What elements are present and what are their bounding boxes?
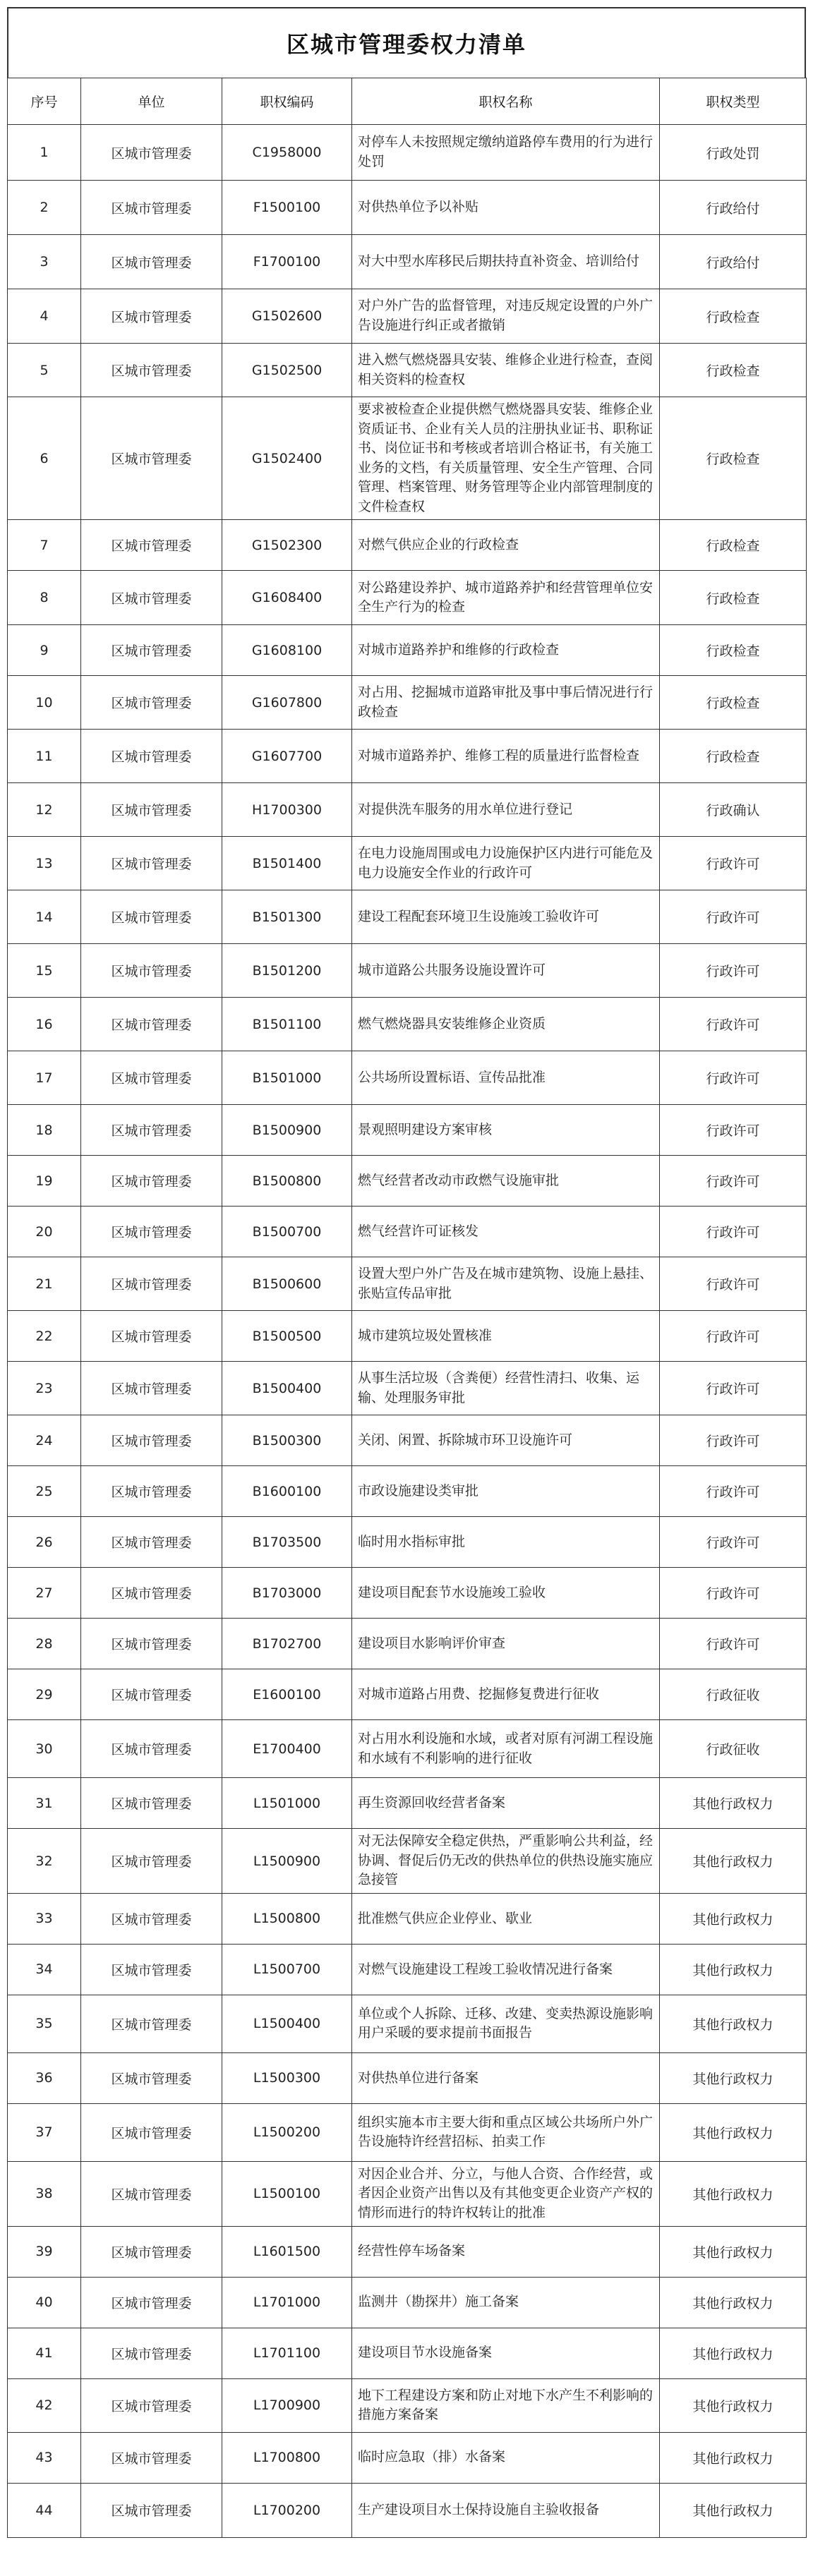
cell-name: 对占用水利设施和水域，或者对原有河湖工程设施和水域有不利影响的进行征收 [352,1720,660,1778]
cell-type: 行政许可 [660,1362,807,1415]
cell-unit: 区城市管理委 [81,571,222,625]
cell-code: B1500800 [222,1156,352,1207]
document-title: 区城市管理委权力清单 [7,7,806,78]
table-row [8,2052,807,2103]
cell-code: L1700200 [222,2483,352,2537]
cell-type: 行政检查 [660,344,807,397]
cell-code: F1700100 [222,235,352,289]
cell-name: 要求被检查企业提供燃气燃烧器具安装、维修企业资质证书、企业有关人员的注册执业证书、职称证书、岗位证书和考核或者培训合格证书，有关施工业务的文档，有关质量管理、安全生产管理、合同管理、档案管理、财务管理等企业内部管理制度的文件检查权 [352,397,660,520]
cell-code: G1608100 [222,625,352,676]
table-row [8,625,807,676]
cell-type: 行政处罚 [660,125,807,181]
cell-serial: 37 [8,2103,81,2161]
cell-code: G1502500 [222,344,352,397]
cell-name: 对停车人未按照规定缴纳道路停车费用的行为进行处罚 [352,125,660,181]
cell-code: B1500600 [222,1257,352,1311]
cell-serial: 31 [8,1778,81,1829]
cell-serial: 17 [8,1051,81,1105]
cell-serial: 3 [8,235,81,289]
cell-name: 对提供洗车服务的用水单位进行登记 [352,783,660,837]
cell-code: L1500700 [222,1944,352,1995]
table-row [8,1619,807,1669]
cell-serial: 7 [8,520,81,571]
cell-serial: 8 [8,571,81,625]
cell-name: 对燃气设施建设工程竣工验收情况进行备案 [352,1944,660,1995]
table-row [8,2483,807,2537]
table-row [8,1362,807,1415]
cell-unit: 区城市管理委 [81,1105,222,1156]
cell-name: 建设工程配套环境卫生设施竣工验收许可 [352,890,660,944]
cell-serial: 6 [8,397,81,520]
table-row [8,397,807,520]
cell-name: 对燃气供应企业的行政检查 [352,520,660,571]
cell-unit: 区城市管理委 [81,676,222,730]
cell-name: 市政设施建设类审批 [352,1466,660,1517]
cell-type: 其他行政权力 [660,1778,807,1829]
cell-unit: 区城市管理委 [81,1362,222,1415]
cell-unit: 区城市管理委 [81,1517,222,1568]
cell-code: G1502300 [222,520,352,571]
cell-name: 城市建筑垃圾处置核准 [352,1311,660,1362]
cell-name: 监测井（勘探井）施工备案 [352,2277,660,2328]
header-serial: 序号 [8,78,81,125]
cell-type: 行政检查 [660,520,807,571]
cell-name: 地下工程建设方案和防止对地下水产生不利影响的措施方案备案 [352,2378,660,2432]
cell-name: 对城市道路养护和维修的行政检查 [352,625,660,676]
cell-name: 景观照明建设方案审核 [352,1105,660,1156]
cell-code: L1501000 [222,1778,352,1829]
cell-unit: 区城市管理委 [81,1995,222,2052]
cell-type: 行政检查 [660,730,807,783]
cell-unit: 区城市管理委 [81,1207,222,1257]
table-row [8,2226,807,2277]
cell-serial: 28 [8,1619,81,1669]
table-row [8,289,807,344]
cell-unit: 区城市管理委 [81,1311,222,1362]
cell-unit: 区城市管理委 [81,1568,222,1619]
table-row [8,730,807,783]
cell-type: 行政许可 [660,1517,807,1568]
cell-serial: 2 [8,181,81,235]
table-row [8,571,807,625]
cell-serial: 40 [8,2277,81,2328]
cell-type: 行政许可 [660,944,807,998]
table-row [8,2277,807,2328]
cell-name: 建设项目水影响评价审查 [352,1619,660,1669]
cell-type: 行政许可 [660,837,807,890]
cell-serial: 24 [8,1415,81,1466]
cell-type: 行政给付 [660,181,807,235]
cell-serial: 14 [8,890,81,944]
table-row [8,890,807,944]
cell-code: G1607800 [222,676,352,730]
table-row [8,2432,807,2483]
cell-unit: 区城市管理委 [81,2103,222,2161]
cell-code: B1500700 [222,1207,352,1257]
cell-code: F1500100 [222,181,352,235]
cell-name: 从事生活垃圾（含粪便）经营性清扫、收集、运输、处理服务审批 [352,1362,660,1415]
cell-code: L1601500 [222,2226,352,2277]
cell-code: E1700400 [222,1720,352,1778]
table-row [8,1669,807,1720]
cell-code: G1608400 [222,571,352,625]
cell-code: B1500500 [222,1311,352,1362]
cell-unit: 区城市管理委 [81,730,222,783]
cell-code: B1501300 [222,890,352,944]
cell-name: 组织实施本市主要大街和重点区域公共场所户外广告设施特许经营招标、拍卖工作 [352,2103,660,2161]
cell-type: 行政检查 [660,289,807,344]
cell-serial: 36 [8,2052,81,2103]
cell-serial: 1 [8,125,81,181]
table-row [8,1568,807,1619]
cell-unit: 区城市管理委 [81,2277,222,2328]
cell-unit: 区城市管理委 [81,1829,222,1894]
cell-code: L1500900 [222,1829,352,1894]
cell-type: 行政许可 [660,1207,807,1257]
cell-name: 经营性停车场备案 [352,2226,660,2277]
cell-serial: 12 [8,783,81,837]
table-row [8,2161,807,2226]
cell-unit: 区城市管理委 [81,2378,222,2432]
cell-type: 其他行政权力 [660,2432,807,2483]
cell-code: C1958000 [222,125,352,181]
cell-unit: 区城市管理委 [81,1944,222,1995]
table-row [8,125,807,181]
table-row [8,1257,807,1311]
cell-code: B1500300 [222,1415,352,1466]
header-unit: 单位 [81,78,222,125]
cell-type: 其他行政权力 [660,1995,807,2052]
cell-serial: 43 [8,2432,81,2483]
cell-code: L1500200 [222,2103,352,2161]
cell-name: 临时应急取（排）水备案 [352,2432,660,2483]
table-row [8,2328,807,2378]
cell-name: 对供热单位进行备案 [352,2052,660,2103]
cell-serial: 18 [8,1105,81,1156]
cell-code: L1500800 [222,1893,352,1944]
cell-type: 其他行政权力 [660,2161,807,2226]
table-row [8,1944,807,1995]
cell-code: G1607700 [222,730,352,783]
cell-code: E1600100 [222,1669,352,1720]
cell-serial: 21 [8,1257,81,1311]
cell-type: 行政给付 [660,235,807,289]
table-row [8,1311,807,1362]
table-row [8,998,807,1051]
cell-code: B1702700 [222,1619,352,1669]
cell-type: 其他行政权力 [660,2103,807,2161]
cell-unit: 区城市管理委 [81,235,222,289]
cell-type: 行政征收 [660,1669,807,1720]
table-row [8,1995,807,2052]
table-row [8,1778,807,1829]
cell-type: 行政检查 [660,397,807,520]
table-row [8,1051,807,1105]
cell-unit: 区城市管理委 [81,520,222,571]
cell-unit: 区城市管理委 [81,783,222,837]
cell-code: H1700300 [222,783,352,837]
cell-type: 其他行政权力 [660,2226,807,2277]
table-row [8,837,807,890]
cell-unit: 区城市管理委 [81,1778,222,1829]
cell-name: 再生资源回收经营者备案 [352,1778,660,1829]
cell-unit: 区城市管理委 [81,1720,222,1778]
cell-name: 对供热单位予以补贴 [352,181,660,235]
cell-type: 其他行政权力 [660,2378,807,2432]
cell-type: 行政许可 [660,1051,807,1105]
cell-unit: 区城市管理委 [81,344,222,397]
cell-serial: 11 [8,730,81,783]
cell-unit: 区城市管理委 [81,125,222,181]
table-row [8,2378,807,2432]
table-row [8,1207,807,1257]
cell-unit: 区城市管理委 [81,1257,222,1311]
cell-type: 其他行政权力 [660,1944,807,1995]
table-header-row [8,78,807,125]
cell-type: 行政许可 [660,1415,807,1466]
cell-unit: 区城市管理委 [81,1466,222,1517]
cell-serial: 44 [8,2483,81,2537]
cell-code: B1703500 [222,1517,352,1568]
table-row [8,520,807,571]
table-row [8,1105,807,1156]
cell-unit: 区城市管理委 [81,2226,222,2277]
table-row [8,944,807,998]
cell-type: 行政许可 [660,1311,807,1362]
cell-unit: 区城市管理委 [81,1051,222,1105]
cell-code: L1701000 [222,2277,352,2328]
cell-serial: 13 [8,837,81,890]
cell-serial: 23 [8,1362,81,1415]
cell-name: 公共场所设置标语、宣传品批准 [352,1051,660,1105]
cell-unit: 区城市管理委 [81,1415,222,1466]
cell-name: 燃气经营许可证核发 [352,1207,660,1257]
table-row [8,181,807,235]
document-sheet [7,7,806,2569]
cell-code: L1500300 [222,2052,352,2103]
table-row [8,1720,807,1778]
cell-serial: 38 [8,2161,81,2226]
cell-code: B1500400 [222,1362,352,1415]
cell-name: 对公路建设养护、城市道路养护和经营管理单位安全生产行为的检查 [352,571,660,625]
cell-code: B1600100 [222,1466,352,1517]
cell-type: 其他行政权力 [660,2277,807,2328]
cell-type: 行政确认 [660,783,807,837]
cell-unit: 区城市管理委 [81,837,222,890]
cell-serial: 26 [8,1517,81,1568]
cell-serial: 4 [8,289,81,344]
cell-serial: 41 [8,2328,81,2378]
table-row [8,676,807,730]
cell-serial: 33 [8,1893,81,1944]
cell-name: 对无法保障安全稳定供热，严重影响公共利益，经协调、督促后仍无改的供热单位的供热设施实施应急接管 [352,1829,660,1894]
cell-name: 临时用水指标审批 [352,1517,660,1568]
cell-serial: 16 [8,998,81,1051]
cell-name: 关闭、闲置、拆除城市环卫设施许可 [352,1415,660,1466]
table-row [8,1415,807,1466]
table-row [8,1829,807,1894]
cell-name: 城市道路公共服务设施设置许可 [352,944,660,998]
cell-code: B1501100 [222,998,352,1051]
cell-code: L1500100 [222,2161,352,2226]
cell-serial: 32 [8,1829,81,1894]
cell-unit: 区城市管理委 [81,397,222,520]
cell-type: 行政许可 [660,1105,807,1156]
cell-type: 其他行政权力 [660,2483,807,2537]
cell-type: 行政许可 [660,1156,807,1207]
cell-unit: 区城市管理委 [81,289,222,344]
header-code: 职权编码 [222,78,352,125]
cell-type: 行政许可 [660,998,807,1051]
cell-type: 其他行政权力 [660,1829,807,1894]
cell-name: 对大中型水库移民后期扶持直补资金、培训给付 [352,235,660,289]
cell-code: B1501200 [222,944,352,998]
cell-name: 进入燃气燃烧器具安装、维修企业进行检查，查阅相关资料的检查权 [352,344,660,397]
cell-serial: 39 [8,2226,81,2277]
cell-name: 生产建设项目水土保持设施自主验收报备 [352,2483,660,2537]
header-name: 职权名称 [352,78,660,125]
cell-serial: 20 [8,1207,81,1257]
cell-code: B1500900 [222,1105,352,1156]
cell-code: L1700900 [222,2378,352,2432]
cell-code: B1501400 [222,837,352,890]
cell-serial: 42 [8,2378,81,2432]
cell-name: 对因企业合并、分立，与他人合资、合作经营，或者因企业资产出售以及有其他变更企业资产产权的情形而进行的特许权转让的批准 [352,2161,660,2226]
cell-unit: 区城市管理委 [81,1669,222,1720]
cell-code: L1701100 [222,2328,352,2378]
cell-unit: 区城市管理委 [81,2328,222,2378]
cell-type: 行政检查 [660,571,807,625]
cell-name: 对城市道路占用费、挖掘修复费进行征收 [352,1669,660,1720]
cell-code: G1502400 [222,397,352,520]
cell-code: B1501000 [222,1051,352,1105]
cell-code: L1700800 [222,2432,352,2483]
table-row [8,1156,807,1207]
cell-name: 对户外广告的监督管理，对违反规定设置的户外广告设施进行纠正或者撤销 [352,289,660,344]
table-row [8,1517,807,1568]
cell-serial: 9 [8,625,81,676]
table-row [8,1893,807,1944]
cell-type: 行政检查 [660,676,807,730]
cell-unit: 区城市管理委 [81,625,222,676]
cell-type: 行政征收 [660,1720,807,1778]
cell-name: 在电力设施周围或电力设施保护区内进行可能危及电力设施安全作业的行政许可 [352,837,660,890]
cell-name: 设置大型户外广告及在城市建筑物、设施上悬挂、张贴宣传品审批 [352,1257,660,1311]
header-type: 职权类型 [660,78,807,125]
cell-name: 单位或个人拆除、迁移、改建、变卖热源设施影响用户采暖的要求提前书面报告 [352,1995,660,2052]
cell-unit: 区城市管理委 [81,2483,222,2537]
cell-name: 燃气燃烧器具安装维修企业资质 [352,998,660,1051]
cell-type: 行政许可 [660,1257,807,1311]
cell-type: 行政许可 [660,1466,807,1517]
cell-serial: 34 [8,1944,81,1995]
cell-name: 对城市道路养护、维修工程的质量进行监督检查 [352,730,660,783]
cell-serial: 30 [8,1720,81,1778]
cell-code: B1703000 [222,1568,352,1619]
cell-unit: 区城市管理委 [81,998,222,1051]
cell-name: 建设项目节水设施备案 [352,2328,660,2378]
cell-serial: 10 [8,676,81,730]
cell-type: 行政许可 [660,1619,807,1669]
cell-type: 行政许可 [660,1568,807,1619]
cell-type: 行政检查 [660,625,807,676]
table-body [8,125,807,2538]
cell-serial: 35 [8,1995,81,2052]
cell-unit: 区城市管理委 [81,181,222,235]
cell-serial: 5 [8,344,81,397]
cell-name: 批准燃气供应企业停业、歇业 [352,1893,660,1944]
cell-type: 其他行政权力 [660,2052,807,2103]
cell-serial: 29 [8,1669,81,1720]
cell-serial: 25 [8,1466,81,1517]
cell-name: 对占用、挖掘城市道路审批及事中事后情况进行行政检查 [352,676,660,730]
cell-unit: 区城市管理委 [81,944,222,998]
cell-unit: 区城市管理委 [81,2052,222,2103]
power-list-table [7,78,807,2538]
cell-serial: 27 [8,1568,81,1619]
table-row [8,344,807,397]
cell-unit: 区城市管理委 [81,1156,222,1207]
cell-unit: 区城市管理委 [81,1893,222,1944]
cell-name: 燃气经营者改动市政燃气设施审批 [352,1156,660,1207]
table-row [8,2103,807,2161]
cell-type: 行政许可 [660,890,807,944]
cell-name: 建设项目配套节水设施竣工验收 [352,1568,660,1619]
cell-unit: 区城市管理委 [81,890,222,944]
table-row [8,783,807,837]
cell-serial: 22 [8,1311,81,1362]
cell-type: 其他行政权力 [660,1893,807,1944]
cell-code: G1502600 [222,289,352,344]
cell-type: 其他行政权力 [660,2328,807,2378]
table-row [8,1466,807,1517]
cell-code: L1500400 [222,1995,352,2052]
cell-unit: 区城市管理委 [81,1619,222,1669]
cell-unit: 区城市管理委 [81,2432,222,2483]
table-row [8,235,807,289]
cell-unit: 区城市管理委 [81,2161,222,2226]
cell-serial: 19 [8,1156,81,1207]
cell-serial: 15 [8,944,81,998]
